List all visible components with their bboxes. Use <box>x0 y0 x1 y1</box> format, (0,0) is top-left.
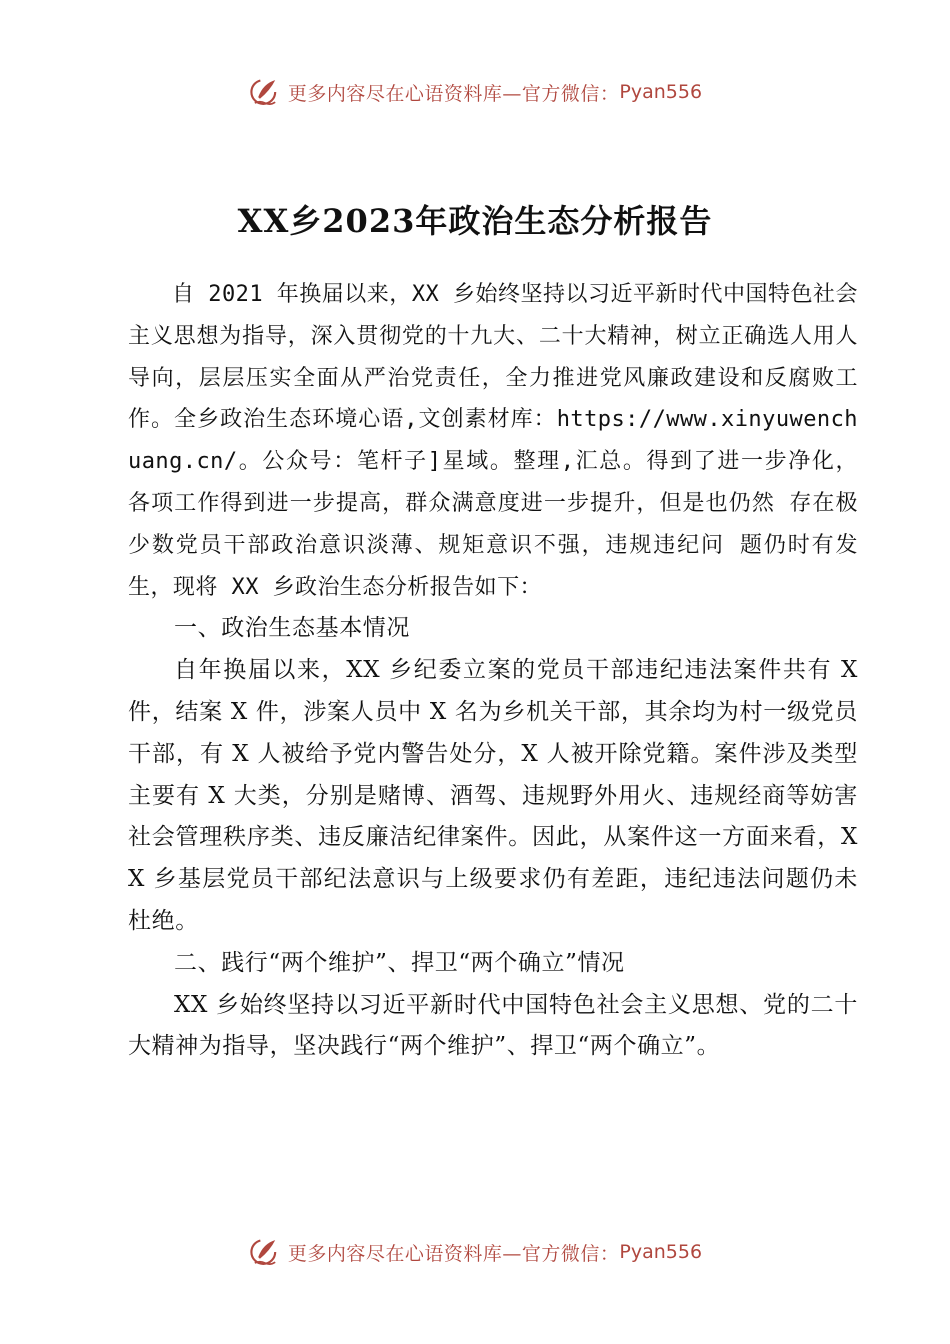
watermark-banner-bottom <box>0 1232 950 1272</box>
watermark-banner-top <box>0 72 950 112</box>
section-heading-1: 一、政治生态基本情况 <box>174 615 410 642</box>
pen-writing-logo-icon <box>248 1235 282 1269</box>
section-heading-2: 二、践行“两个维护”、捍卫“两个确立”情况 <box>174 949 625 976</box>
body-paragraph-section-1: 自年换届以来，XX 乡纪委立案的党员干部违纪违法案件共有 X 件，结案 X 件，涉案人员中 X 名为乡机关干部，其余均为村一级党员干部，有 X 人被给予党内警告处分，X 人被开除党籍。案件涉及类型主要有 X 大类，分别是赌博、酒驾、违规野外用火、违规经商等妨害社会管理秩序类、违反廉洁纪律案件。因此，从案件这一方面来看，XX 乡基层党员干部纪法意识与上级要求仍有差距，违纪违法问题仍未杜绝。 <box>128 657 858 934</box>
document-title: XX乡2023年政治生态分析报告 <box>237 202 713 240</box>
watermark-wechat-id: Pyan556 <box>619 1241 703 1263</box>
watermark-text: 更多内容尽在心语资料库—官方微信： <box>287 82 620 105</box>
watermark-text: 更多内容尽在心语资料库—官方微信： <box>287 1242 620 1265</box>
body-paragraph-intro: 自 2021 年换届以来，XX 乡始终坚持以习近平新时代中国特色社会主义思想为指导，深入贯彻党的十九大、二十大精神，树立正确选人用人导向，层层压实全面从严治党责任，全力推进党风廉政建设和反腐败工作。全乡政治生态环境心语,文创素材库：https://www.xinyuwenchuang.cn/。公众号：笔杆子]星域。整理,汇总。得到了进一步净化， 各项工作得到进一步提高，群众满意度进一步提升，但是也仍然 存在极少数党员干部政治意识淡薄、规矩意识不强，违规违纪问 题仍时有发生，现将 XX 乡政治生态分析报告如下： <box>128 282 858 600</box>
body-paragraph-section-2: XX 乡始终坚持以习近平新时代中国特色社会主义思想、党的二十大精神为指导，坚决践行“两个维护”、捍卫“两个确立”。 <box>128 991 858 1060</box>
document-body <box>128 274 858 1068</box>
pen-writing-logo-icon <box>248 75 282 109</box>
watermark-wechat-id: Pyan556 <box>619 81 703 103</box>
